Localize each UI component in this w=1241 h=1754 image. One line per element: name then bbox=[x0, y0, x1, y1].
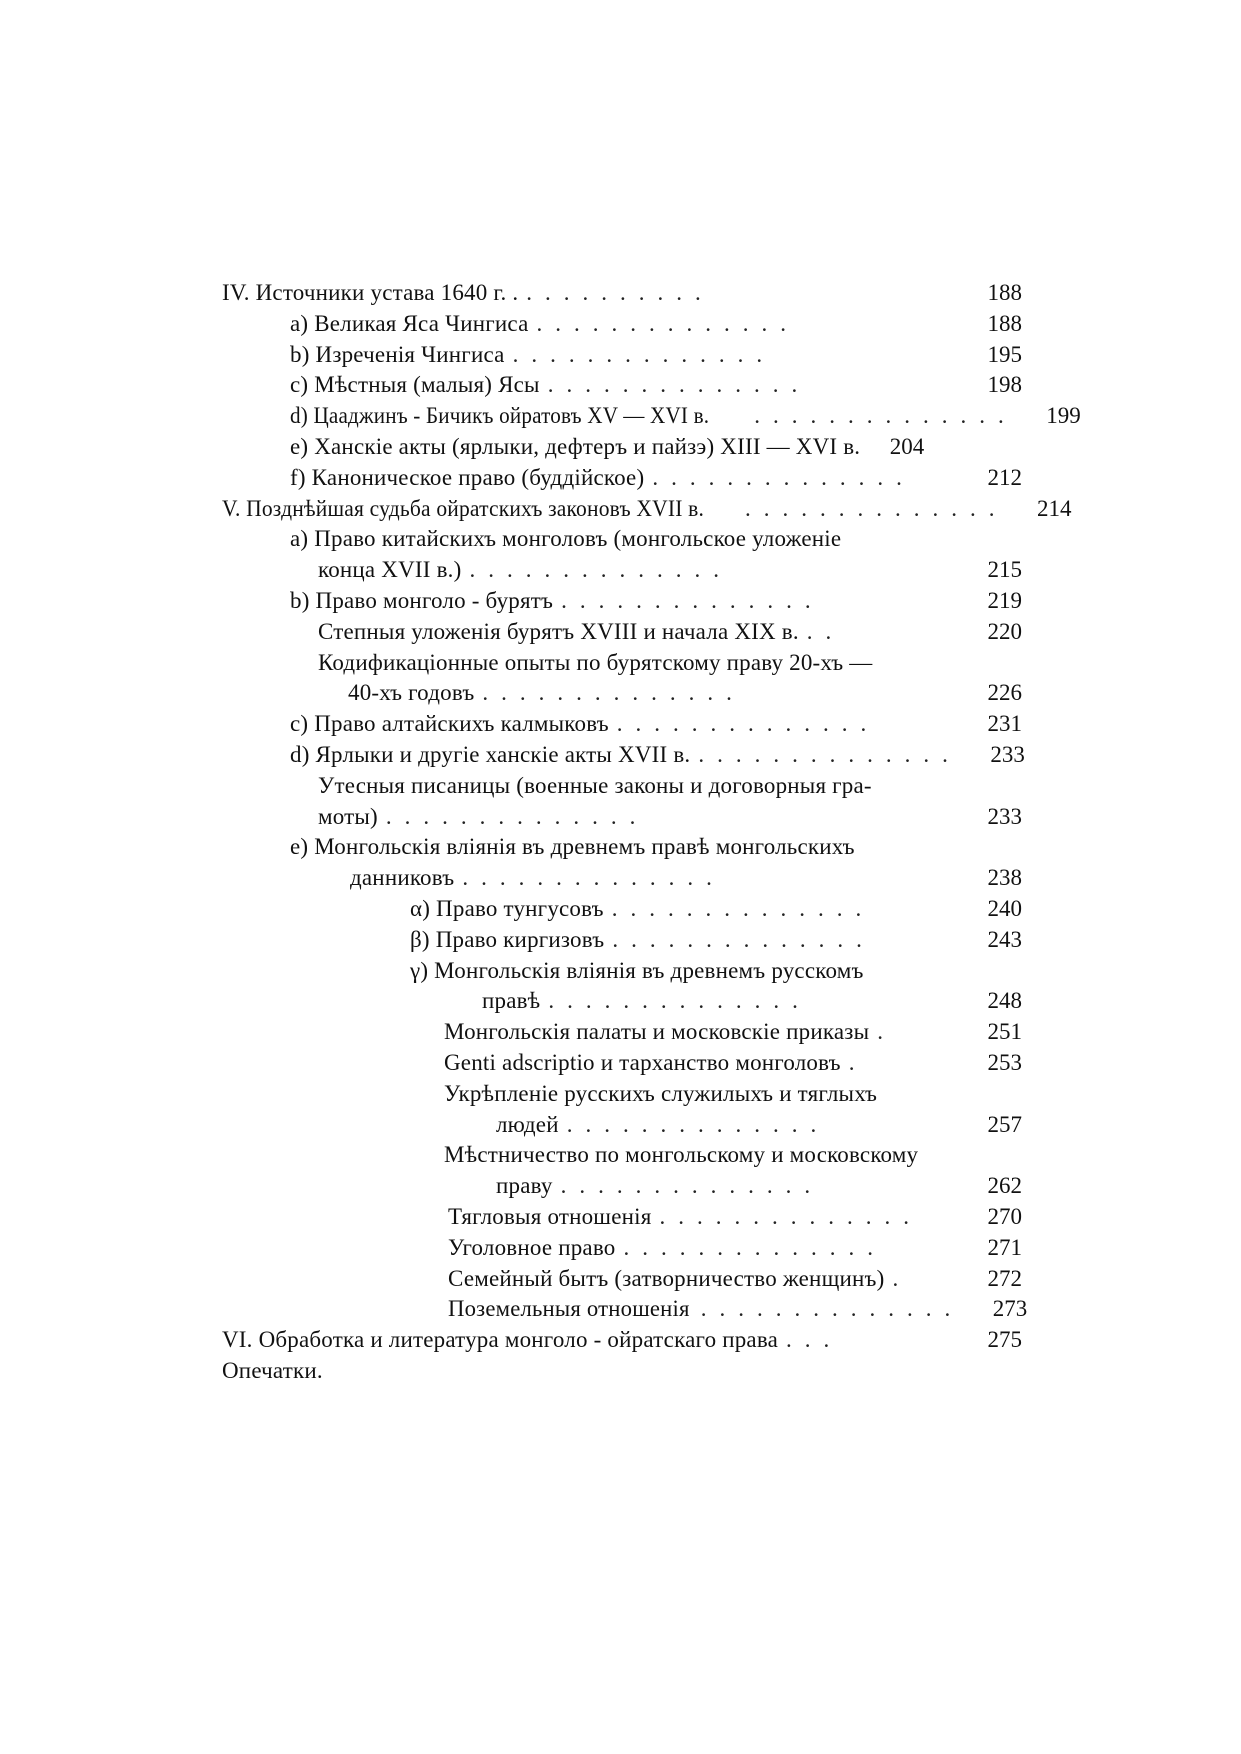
toc-entry-text: данниковъ bbox=[350, 865, 455, 891]
toc-entry bbox=[222, 1325, 1022, 1356]
leader-dots: .............. bbox=[612, 926, 875, 952]
toc-entry-page: 262 bbox=[987, 1173, 1022, 1199]
toc-entry-page: 253 bbox=[987, 1049, 1022, 1075]
toc-entry-text: a) Великая Яса Чингиса bbox=[290, 310, 529, 336]
toc-entry bbox=[222, 309, 1022, 340]
toc-entry-text: b) Право монголо - бурятъ bbox=[290, 587, 554, 613]
toc-entry-text: Утесныя писаницы (военные законы и договорныя гра- bbox=[318, 772, 872, 798]
toc-entry-page: 215 bbox=[987, 557, 1022, 583]
toc-entry-text: c) Право алтайскихъ калмыковъ bbox=[290, 711, 609, 737]
toc-entry bbox=[222, 925, 1022, 956]
toc-entry-text: Мѣстничество по монгольскому и московскому bbox=[444, 1142, 919, 1168]
toc-entry-page: 257 bbox=[987, 1111, 1022, 1137]
toc-entry-text: f) Каноническое право (буддійское) bbox=[290, 464, 645, 490]
toc-entry-page: 233 bbox=[990, 741, 1025, 767]
leader-dots: .............. bbox=[745, 495, 1008, 521]
toc-entry bbox=[222, 1171, 1022, 1202]
toc-entry-page: 240 bbox=[987, 895, 1022, 921]
toc-entry-text: людей bbox=[496, 1111, 559, 1137]
toc-entry-text: VI. Обработка и литература монголо - ойратскаго права bbox=[222, 1327, 778, 1353]
leader-dots: .. bbox=[806, 618, 845, 644]
toc-entry-text: a) Право китайскихъ монголовъ (монгольское уложеніе bbox=[290, 526, 842, 552]
toc-entry bbox=[222, 802, 1022, 833]
toc-entry-page: 226 bbox=[987, 680, 1022, 706]
toc-entry-page: 251 bbox=[987, 1019, 1022, 1045]
toc-entry-text: d) Цааджинъ - Бичикъ ойратовъ XV — XVI в. bbox=[290, 403, 710, 429]
toc-entry-page: 219 bbox=[987, 587, 1022, 613]
leader-dots: . bbox=[848, 1049, 868, 1075]
toc-entry-text: d) Ярлыки и другіе ханскіе акты XVII в. bbox=[290, 741, 691, 767]
toc-entry bbox=[222, 1264, 1022, 1295]
toc-entry bbox=[222, 1140, 1022, 1171]
toc-entry bbox=[222, 1356, 1022, 1387]
toc-entry bbox=[222, 863, 1022, 894]
toc-entry-text: γ) Монгольскія вліянія въ древнемъ русскомъ bbox=[410, 957, 864, 983]
toc-entry-page: 220 bbox=[987, 618, 1022, 644]
toc-entry bbox=[222, 1079, 1022, 1110]
toc-entry bbox=[222, 678, 1022, 709]
toc-entry bbox=[222, 340, 1022, 371]
leader-dots: .............. bbox=[611, 895, 875, 921]
toc-entry bbox=[222, 524, 1022, 555]
leader-dots: .............. bbox=[469, 557, 732, 583]
toc-entry bbox=[222, 370, 1022, 401]
toc-entry bbox=[222, 555, 1022, 586]
toc-entry-text: правѣ bbox=[482, 988, 541, 1014]
toc-entry bbox=[222, 1048, 1022, 1079]
toc-entry bbox=[222, 1110, 1022, 1141]
toc-entry-text: e) Ханскіе акты (ярлыки, дефтеръ и пайзэ) XIII — XVI в. bbox=[290, 433, 861, 459]
toc-entry-page: 248 bbox=[987, 988, 1022, 1014]
toc-entry-page: 273 bbox=[992, 1296, 1028, 1322]
leader-dots: .............. bbox=[566, 1111, 830, 1137]
leader-dots: .............. bbox=[547, 372, 811, 398]
toc-entry bbox=[222, 894, 1022, 925]
toc-entry-page: 204 bbox=[889, 433, 925, 459]
leader-dots: .............. bbox=[482, 680, 745, 706]
toc-entry-page: 188 bbox=[987, 280, 1022, 305]
toc-entry bbox=[222, 586, 1022, 617]
toc-entry bbox=[222, 648, 1022, 679]
toc-entry bbox=[222, 956, 1022, 987]
toc-entry-text: Семейный бытъ (затворничество женщинъ) bbox=[448, 1265, 885, 1291]
leader-dots: .............. bbox=[548, 988, 811, 1014]
toc-entry-text: b) Изреченія Чингиса bbox=[290, 341, 505, 367]
toc-entry bbox=[222, 278, 1022, 309]
toc-entry-page: 238 bbox=[987, 865, 1022, 891]
toc-entry-page: 188 bbox=[987, 310, 1022, 336]
toc-entry-text: Тягловыя отношенія bbox=[448, 1203, 652, 1229]
toc-entry bbox=[222, 494, 1072, 525]
toc-entry bbox=[222, 1233, 1022, 1264]
toc-entry-text: конца XVII в.) bbox=[318, 557, 462, 583]
toc-entry-page: 231 bbox=[987, 711, 1022, 737]
toc-entry-page: 270 bbox=[987, 1203, 1022, 1229]
toc-entry bbox=[222, 1017, 1022, 1048]
toc-entry-text: e) Монгольскія вліянія въ древнемъ правѣ монгольскихъ bbox=[290, 834, 855, 860]
table-of-contents bbox=[222, 278, 1081, 1387]
toc-entry-page: 199 bbox=[1046, 403, 1081, 429]
toc-entry-text: Степныя уложенія бурятъ XVIII и начала XIX в. bbox=[318, 618, 799, 644]
leader-dots: .......... bbox=[526, 280, 714, 305]
toc-entry bbox=[222, 432, 1022, 463]
leader-dots: .............. bbox=[698, 741, 961, 767]
leader-dots: .............. bbox=[616, 711, 880, 737]
leader-dots: .............. bbox=[536, 310, 800, 336]
toc-entry bbox=[222, 463, 1022, 494]
toc-entry-page: 272 bbox=[987, 1265, 1022, 1291]
leader-dots: .............. bbox=[462, 865, 725, 891]
toc-entry-text: Укрѣпленіе русскихъ служилыхъ и тяглыхъ bbox=[444, 1080, 878, 1106]
toc-entry-page: 233 bbox=[987, 803, 1022, 829]
leader-dots: . bbox=[877, 1019, 896, 1045]
toc-entry bbox=[222, 1294, 1028, 1325]
toc-entry bbox=[222, 986, 1022, 1017]
toc-entry-page: 214 bbox=[1037, 495, 1072, 521]
toc-entry-text: праву bbox=[496, 1173, 553, 1199]
leader-dots: .............. bbox=[561, 587, 824, 613]
toc-entry bbox=[222, 740, 1025, 771]
toc-entry-text: α) Право тунгусовъ bbox=[410, 895, 604, 921]
toc-entry bbox=[222, 617, 1022, 648]
toc-entry-text: 40-хъ годовъ bbox=[348, 680, 475, 706]
toc-entry-page: 198 bbox=[987, 372, 1022, 398]
toc-entry-text: Кодификаціонные опыты по бурятскому праву 20-хъ — bbox=[318, 649, 873, 675]
toc-entry bbox=[222, 709, 1022, 740]
toc-entry-text: Genti adscriptio и тарханство монголовъ bbox=[444, 1049, 841, 1075]
toc-entry-page: 212 bbox=[987, 464, 1022, 490]
toc-entry-text: V. Позднѣйшая судьба ойратскихъ законовъ XVII в. bbox=[222, 495, 705, 521]
leader-dots: ... bbox=[786, 1327, 843, 1353]
leader-dots: .............. bbox=[652, 464, 915, 490]
toc-entry-text: IV. Источники устава 1640 г. . bbox=[222, 280, 519, 305]
toc-entry-page: 271 bbox=[987, 1234, 1022, 1260]
toc-entry-text: β) Право киргизовъ bbox=[410, 926, 605, 952]
toc-entry-page: 243 bbox=[987, 926, 1022, 952]
leader-dots: .............. bbox=[385, 803, 649, 829]
leader-dots: .............. bbox=[754, 403, 1017, 429]
toc-entry bbox=[222, 401, 1081, 432]
toc-entry-page: 195 bbox=[987, 341, 1022, 367]
toc-entry-text: Уголовное право bbox=[448, 1234, 616, 1260]
leader-dots: .............. bbox=[560, 1173, 824, 1199]
leader-dots: .............. bbox=[659, 1203, 922, 1229]
leader-dots: .............. bbox=[512, 341, 776, 367]
leader-dots: . bbox=[892, 1265, 912, 1291]
toc-entry-text: c) Мѣстныя (малыя) Ясы bbox=[290, 372, 540, 398]
toc-entry-text: Поземельныя отношенія bbox=[448, 1296, 690, 1322]
leader-dots: .............. bbox=[623, 1234, 886, 1260]
toc-entry bbox=[222, 1202, 1022, 1233]
leader-dots: .............. bbox=[700, 1296, 964, 1322]
toc-entry-text: Опечатки. bbox=[222, 1357, 323, 1383]
toc-entry-page: 275 bbox=[987, 1327, 1022, 1353]
toc-entry-text: Монгольскія палаты и московскіе приказы bbox=[444, 1019, 870, 1045]
toc-entry bbox=[222, 771, 1022, 802]
toc-entry bbox=[222, 832, 1022, 863]
toc-entry-text: моты) bbox=[318, 803, 378, 829]
